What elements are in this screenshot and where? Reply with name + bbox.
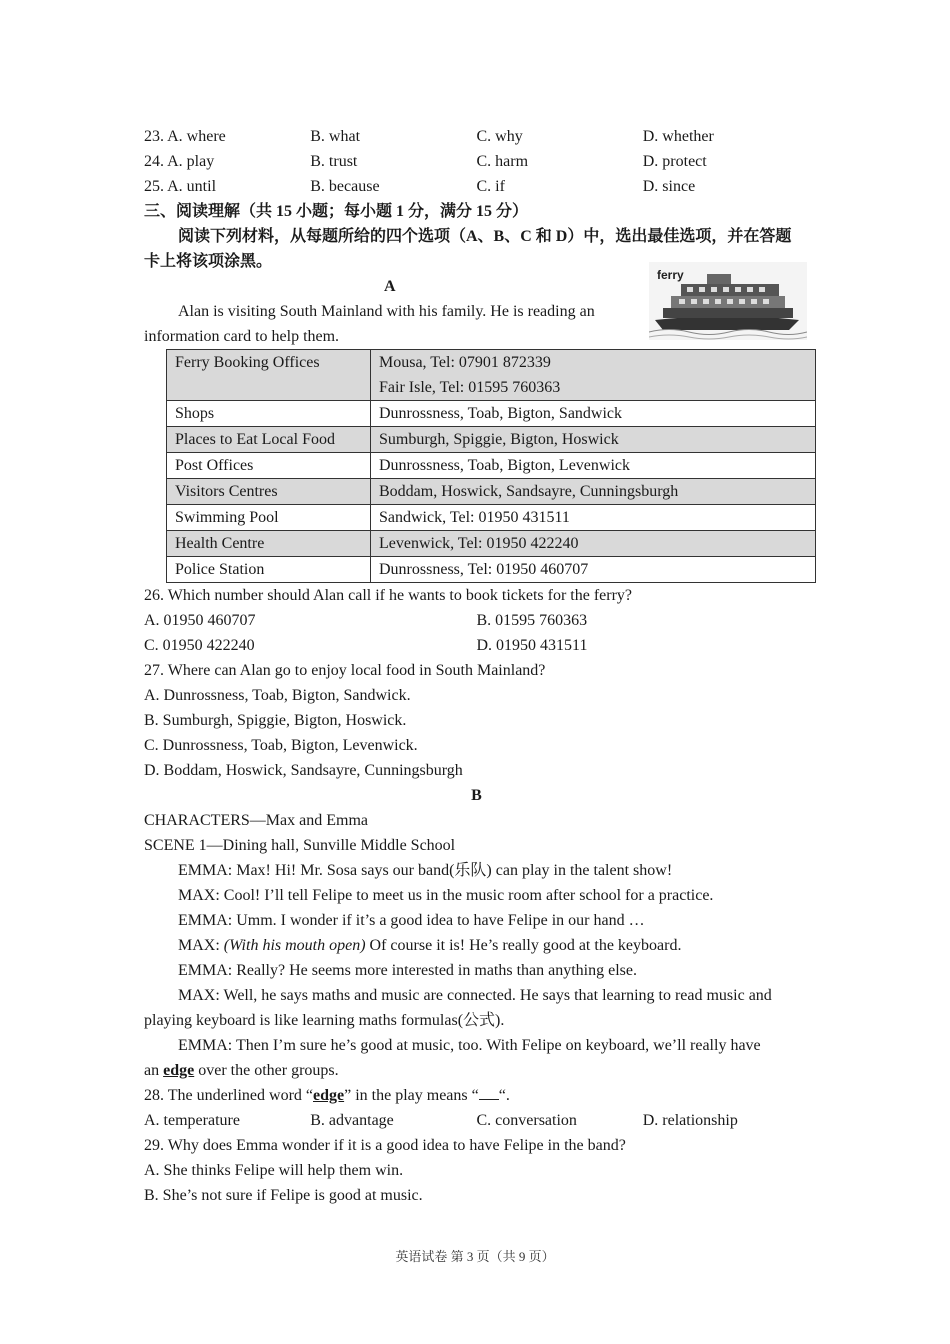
option-b[interactable]: B. 01595 760363 — [476, 612, 588, 629]
text: an — [144, 1062, 164, 1079]
intro-line-1: Alan is visiting South Mainland with his family. He is reading an — [178, 303, 595, 320]
information-card-table — [166, 349, 816, 583]
table-value: Dunrossness, Tel: 01950 460707 — [371, 557, 816, 583]
option-b[interactable]: B. because — [310, 178, 380, 195]
answer-blank — [479, 1085, 499, 1100]
question-28-options — [144, 1108, 809, 1133]
question-24 — [144, 149, 809, 174]
section-heading: 三、阅读理解（共 15 小题；每小题 1 分，满分 15 分） — [144, 203, 529, 220]
ferry-image — [649, 262, 807, 340]
passage-a-label: A — [384, 278, 396, 295]
table-key: Ferry Booking Offices — [167, 350, 371, 401]
table-key: Swimming Pool — [167, 505, 371, 531]
option-d[interactable]: D. 01950 431511 — [476, 637, 588, 654]
question-27: 27. Where can Alan go to enjoy local food in South Mainland? — [144, 662, 546, 679]
dialogue-line: MAX: Cool! I’ll tell Felipe to meet us in the music room after school for a practice. — [178, 887, 714, 904]
table-key: Police Station — [167, 557, 371, 583]
option-c[interactable]: C. harm — [476, 153, 529, 170]
option-a[interactable]: 25. A. until — [144, 178, 217, 195]
ferry-label: ferry — [657, 268, 684, 282]
passage-a-intro — [144, 299, 634, 324]
dialogue-line: EMMA: Then I’m sure he’s good at music, too. With Felipe on keyboard, we’ll really have — [178, 1037, 761, 1054]
dialogue-line: EMMA: Max! Hi! Mr. Sosa says our band(乐队) can play in the talent show! — [178, 862, 673, 879]
option-b[interactable]: B. She’s not sure if Felipe is good at music. — [144, 1187, 423, 1204]
table-value-line: Fair Isle, Tel: 01595 760363 — [379, 379, 561, 396]
dialogue-line-cont: playing keyboard is like learning maths formulas(公式). — [144, 1012, 505, 1029]
table-row — [167, 427, 816, 453]
question-26: 26. Which number should Alan call if he wants to book tickets for the ferry? — [144, 587, 633, 604]
speaker: MAX: — [178, 937, 224, 954]
table-value: Dunrossness, Toab, Bigton, Sandwick — [371, 401, 816, 427]
option-a[interactable]: A. 01950 460707 — [144, 612, 256, 629]
table-value-line: Mousa, Tel: 07901 872339 — [379, 354, 551, 371]
option-b[interactable]: B. trust — [310, 153, 358, 170]
table-value: Sandwick, Tel: 01950 431511 — [371, 505, 816, 531]
table-value: Boddam, Hoswick, Sandsayre, Cunningsburgh — [371, 479, 816, 505]
underlined-word: edge — [163, 1062, 195, 1079]
option-b[interactable]: B. Sumburgh, Spiggie, Bigton, Hoswick. — [144, 712, 407, 729]
option-d[interactable]: D. since — [642, 178, 696, 195]
question-text: 28. The underlined word “ — [144, 1087, 313, 1104]
table-row — [167, 479, 816, 505]
option-b[interactable]: B. what — [310, 128, 361, 145]
table-key: Visitors Centres — [167, 479, 371, 505]
table-row — [167, 401, 816, 427]
ferry-illustration — [649, 262, 807, 340]
scene: SCENE 1—Dining hall, Sunville Middle School — [144, 837, 456, 854]
option-c[interactable]: C. 01950 422240 — [144, 637, 255, 654]
dialogue-text: Of course it is! He’s really good at the keyboard. — [365, 937, 682, 954]
table-key: Shops — [167, 401, 371, 427]
option-a[interactable]: A. Dunrossness, Toab, Bigton, Sandwick. — [144, 687, 411, 704]
underlined-word: edge — [313, 1087, 345, 1104]
question-28 — [144, 1083, 809, 1108]
table-key: Health Centre — [167, 531, 371, 557]
option-a[interactable]: A. She thinks Felipe will help them win. — [144, 1162, 404, 1179]
option-a[interactable]: 23. A. where — [144, 128, 226, 145]
table-row — [167, 557, 816, 583]
exam-page — [144, 124, 809, 1208]
question-26-options-row1 — [144, 608, 809, 633]
table-key: Places to Eat Local Food — [167, 427, 371, 453]
dialogue-line: MAX: Well, he says maths and music are connected. He says that learning to read music and — [178, 987, 772, 1004]
table-value: Dunrossness, Toab, Bigton, Levenwick — [371, 453, 816, 479]
table-row — [167, 350, 816, 401]
question-text: “. — [498, 1087, 510, 1104]
section-instruction-cont: 卡上将该项涂黑。 — [144, 253, 273, 270]
option-d[interactable]: D. Boddam, Hoswick, Sandsayre, Cunningsburgh — [144, 762, 463, 779]
text: over the other groups. — [194, 1062, 339, 1079]
page-footer: 英语试卷 第 3 页（共 9 页） — [395, 1249, 555, 1264]
dialogue-line-cont — [144, 1058, 809, 1083]
option-d[interactable]: D. protect — [642, 153, 707, 170]
section-instruction: 阅读下列材料，从每题所给的四个选项（A、B、C 和 D）中，选出最佳选项，并在答题 — [178, 228, 792, 245]
passage-a-intro-2: information card to help them. — [144, 328, 340, 345]
question-26-options-row2 — [144, 633, 809, 658]
option-c[interactable]: C. why — [476, 128, 523, 145]
option-d[interactable]: D. whether — [642, 128, 714, 145]
table-value: Levenwick, Tel: 01950 422240 — [371, 531, 816, 557]
table-value — [371, 350, 816, 401]
question-23 — [144, 124, 809, 149]
option-d[interactable]: D. relationship — [642, 1112, 738, 1129]
option-c[interactable]: C. if — [476, 178, 505, 195]
option-a[interactable]: A. temperature — [144, 1112, 240, 1129]
dialogue-line: EMMA: Really? He seems more interested in maths than anything else. — [178, 962, 637, 979]
question-25 — [144, 174, 809, 199]
option-b[interactable]: B. advantage — [310, 1112, 394, 1129]
question-text: ” in the play means “ — [344, 1087, 479, 1104]
question-29: 29. Why does Emma wonder if it is a good idea to have Felipe in the band? — [144, 1137, 626, 1154]
option-a[interactable]: 24. A. play — [144, 153, 215, 170]
dialogue-line — [144, 933, 809, 958]
table-value: Sumburgh, Spiggie, Bigton, Hoswick — [371, 427, 816, 453]
option-c[interactable]: C. Dunrossness, Toab, Bigton, Levenwick. — [144, 737, 418, 754]
table-row — [167, 505, 816, 531]
table-row — [167, 453, 816, 479]
table-row — [167, 531, 816, 557]
option-c[interactable]: C. conversation — [476, 1112, 577, 1129]
characters: CHARACTERS—Max and Emma — [144, 812, 368, 829]
stage-direction: (With his mouth open) — [223, 937, 366, 954]
table-key: Post Offices — [167, 453, 371, 479]
passage-b-label: B — [471, 787, 482, 804]
dialogue-line: EMMA: Umm. I wonder if it’s a good idea to have Felipe in our hand … — [178, 912, 645, 929]
